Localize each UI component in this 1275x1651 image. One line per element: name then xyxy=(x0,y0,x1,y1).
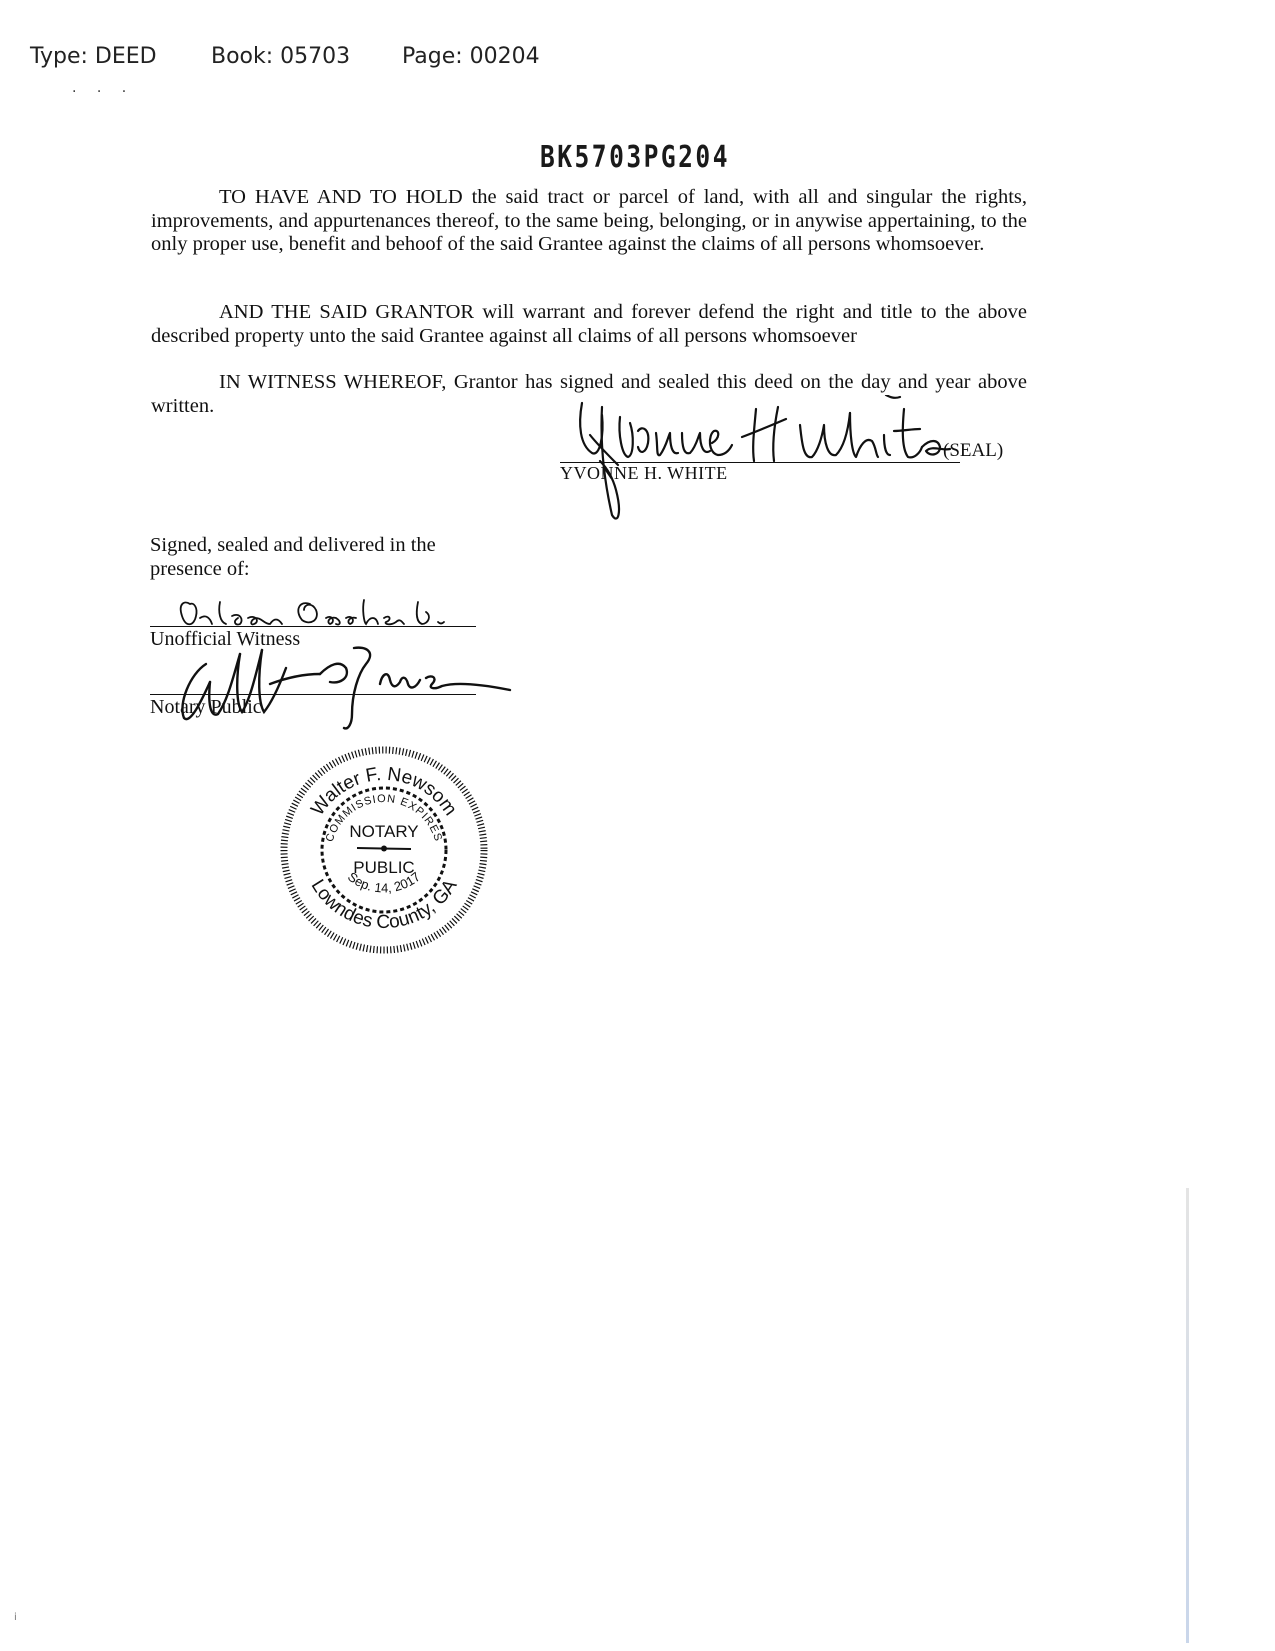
scan-edge-line xyxy=(1186,1188,1189,1643)
stray-marks: · · · xyxy=(72,84,135,100)
witness-whereof-paragraph: IN WITNESS WHEREOF, Grantor has signed and sealed this deed on the day and year above written. xyxy=(151,371,1027,417)
grantor-signature-block xyxy=(560,395,1020,535)
witness-intro: Signed, sealed and delivered in the presence of: xyxy=(150,534,436,580)
witness-signature-line xyxy=(150,626,476,627)
notary-seal-icon xyxy=(279,745,489,955)
svg-text:Walter F. Newsom xyxy=(307,764,461,820)
habendum-paragraph: TO HAVE AND TO HOLD the said tract or parcel of land, with all and singular the rights, improvements, and appurtenances thereof, to the same being, belonging, or in anywise appertaining, to the only proper use, benefit and behoof of the said Grantee against the claims of all persons whomsoever. xyxy=(151,186,1027,255)
seal-name: Walter F. Newsom xyxy=(307,763,461,820)
seal-commission: COMMISSION EXPIRES xyxy=(323,792,445,844)
document-type: Type: DEED xyxy=(30,44,157,69)
warranty-paragraph: AND THE SAID GRANTOR will warrant and forever defend the right and title to the above described property unto the said Grantee against all claims of all persons whomsoever xyxy=(151,301,1027,347)
notary-seal xyxy=(279,745,489,960)
book-number: Book: 05703 xyxy=(211,44,351,69)
seal-notary: NOTARY xyxy=(349,822,419,841)
book-page-stamp: BK5703PG204 xyxy=(540,140,730,175)
seal-expiration: Sep. 14, 2017 xyxy=(344,868,424,896)
margin-mark: i xyxy=(14,1612,17,1623)
page-number: Page: 00204 xyxy=(402,44,540,69)
seal-county: Lowndes County, GA xyxy=(306,875,462,934)
seal-public: PUBLIC xyxy=(353,858,415,877)
notary-signature-line xyxy=(150,694,476,695)
unofficial-witness-label: Unofficial Witness xyxy=(150,628,301,650)
notary-signature-icon xyxy=(170,644,520,734)
grantor-printed-name: YVONNE H. WHITE xyxy=(560,463,728,483)
witness-block xyxy=(150,534,530,718)
seal-label: (SEAL) xyxy=(943,440,1004,461)
notary-public-label: Notary Public xyxy=(150,696,262,718)
recording-header xyxy=(30,44,540,69)
